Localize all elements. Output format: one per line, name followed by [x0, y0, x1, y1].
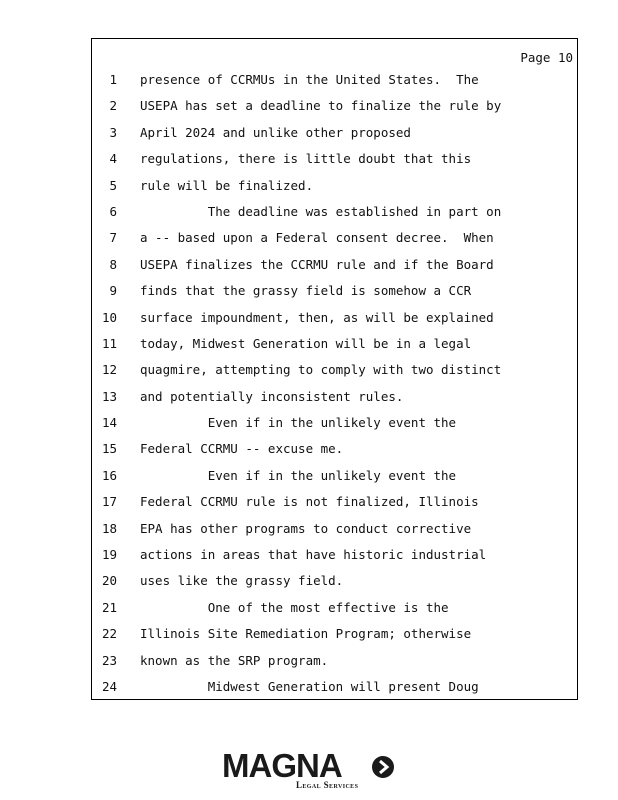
transcript-line: [91, 492, 578, 518]
line-text: a -- based upon a Federal consent decree. When: [140, 230, 494, 246]
transcript-lines: [91, 70, 578, 703]
transcript-line: [91, 123, 578, 149]
line-number: 1: [109, 72, 117, 87]
line-number: 14: [101, 415, 117, 431]
line-text: today, Midwest Generation will be in a legal: [140, 335, 472, 351]
transcript-line: [91, 176, 578, 202]
line-text: USEPA finalizes the CCRMU rule and if the Board: [140, 256, 494, 272]
transcript-line: [91, 202, 578, 228]
transcript-line: [91, 677, 578, 703]
line-number: 12: [101, 362, 117, 378]
line-number: 13: [101, 388, 117, 404]
line-text: regulations, there is little doubt that this: [140, 151, 472, 167]
line-number: 23: [101, 652, 117, 668]
transcript-line: [91, 466, 578, 492]
transcript-line: [91, 281, 578, 307]
transcript-line: [91, 228, 578, 254]
transcript-line: [91, 360, 578, 386]
line-number: 8: [109, 256, 117, 272]
line-text: April 2024 and unlike other proposed: [140, 124, 411, 140]
page-number: Page 10: [520, 50, 573, 65]
transcript-line: [91, 387, 578, 413]
line-number: 15: [101, 441, 117, 457]
line-number: 19: [101, 547, 117, 563]
line-number: 6: [109, 203, 117, 219]
line-text: Even if in the unlikely event the: [140, 467, 457, 483]
transcript-line: [91, 624, 578, 650]
transcript-line: [91, 308, 578, 334]
logo-subtitle: Legal Services: [296, 780, 359, 790]
line-text: Federal CCRMU rule is not finalized, Illinois: [140, 494, 479, 510]
line-number: 22: [101, 626, 117, 642]
line-text: The deadline was established in part on: [140, 203, 502, 219]
line-text: Federal CCRMU -- excuse me.: [140, 441, 344, 457]
line-number: 24: [101, 678, 117, 694]
line-number: 20: [101, 573, 117, 589]
transcript-line: [91, 96, 578, 122]
line-number: 11: [101, 335, 117, 351]
line-text: quagmire, attempting to comply with two distinct: [140, 362, 502, 378]
transcript-line: [91, 439, 578, 465]
line-text: Even if in the unlikely event the: [140, 415, 457, 431]
line-number: 10: [101, 309, 117, 325]
line-text: EPA has other programs to conduct corrective: [140, 520, 472, 536]
line-number: 18: [101, 520, 117, 536]
line-number: 2: [109, 98, 117, 114]
line-number: 7: [109, 230, 117, 246]
transcript-line: [91, 598, 578, 624]
transcript-line: [91, 334, 578, 360]
transcript-line: [91, 545, 578, 571]
company-logo: [222, 746, 394, 794]
line-number: 16: [101, 467, 117, 483]
line-text: rule will be finalized.: [140, 177, 314, 193]
line-number: 4: [109, 151, 117, 167]
line-text: presence of CCRMUs in the United States. The: [140, 72, 479, 87]
line-text: actions in areas that have historic industrial: [140, 547, 487, 563]
line-number: 3: [109, 124, 117, 140]
chevron-right-icon: [372, 756, 394, 778]
transcript-line: [91, 255, 578, 281]
line-text: known as the SRP program.: [140, 652, 329, 668]
transcript-line: [91, 519, 578, 545]
line-text: finds that the grassy field is somehow a CCR: [140, 283, 472, 299]
line-number: 9: [109, 283, 117, 299]
line-text: One of the most effective is the: [140, 599, 449, 615]
line-text: Midwest Generation will present Doug: [140, 678, 479, 694]
transcript-line: [91, 571, 578, 597]
transcript-line: [91, 70, 578, 96]
line-number: 21: [101, 599, 117, 615]
transcript-line: [91, 413, 578, 439]
line-text: Illinois Site Remediation Program; otherwise: [140, 626, 472, 642]
logo-wordmark: MAGNA: [222, 747, 342, 784]
line-text: and potentially inconsistent rules.: [140, 388, 404, 404]
line-text: uses like the grassy field.: [140, 573, 344, 589]
line-text: surface impoundment, then, as will be explained: [140, 309, 494, 325]
line-number: 17: [101, 494, 117, 510]
transcript-line: [91, 651, 578, 677]
transcript-line: [91, 149, 578, 175]
line-text: USEPA has set a deadline to finalize the rule by: [140, 98, 502, 114]
line-number: 5: [109, 177, 117, 193]
